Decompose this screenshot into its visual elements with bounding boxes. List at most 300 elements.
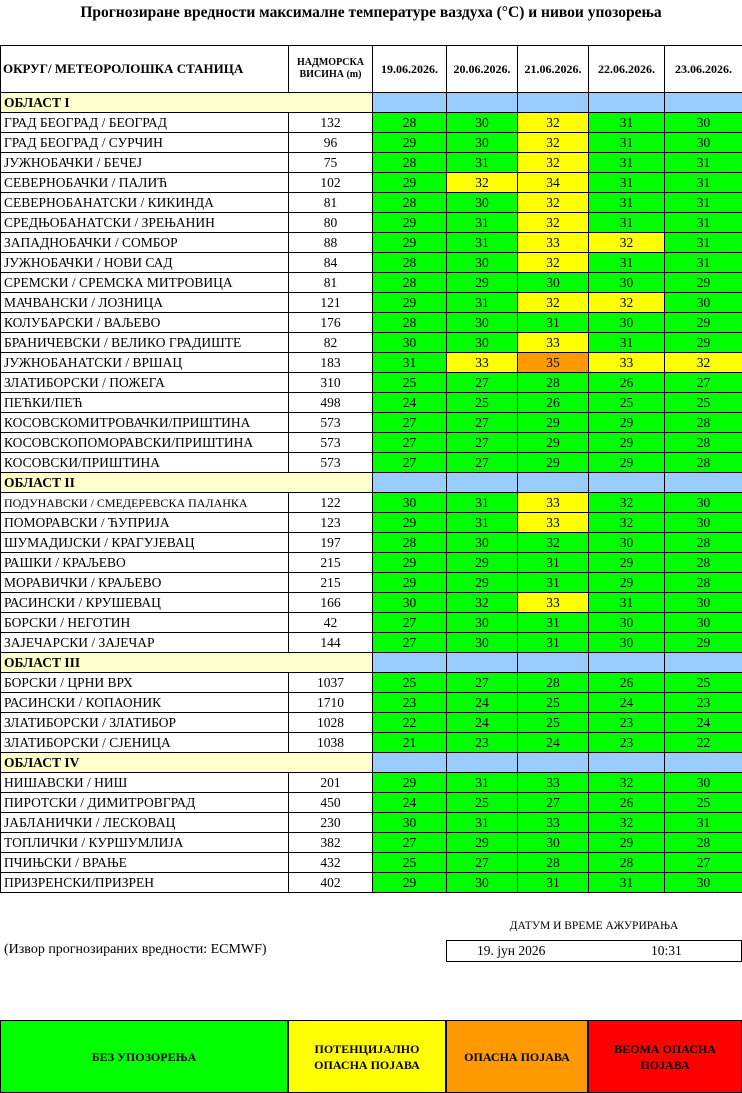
- temperature-cell: 35: [518, 353, 589, 373]
- station-name: ШУМАДИЈСКИ / КРАГУЈЕВАЦ: [1, 533, 289, 553]
- temperature-cell: 24: [589, 693, 665, 713]
- temperature-cell: 28: [518, 673, 589, 693]
- temperature-cell: 25: [447, 793, 518, 813]
- temperature-cell: 31: [518, 633, 589, 653]
- temperature-cell: 31: [518, 553, 589, 573]
- temperature-cell: 27: [447, 433, 518, 453]
- temperature-cell: 27: [373, 413, 447, 433]
- station-name: ЗЛАТИБОРСКИ / ПОЖЕГА: [1, 373, 289, 393]
- temperature-cell: 31: [589, 593, 665, 613]
- station-name: БОРСКИ / ЦРНИ ВРХ: [1, 673, 289, 693]
- temperature-cell: 27: [373, 453, 447, 473]
- temperature-cell: 28: [665, 413, 742, 433]
- region-row: [1, 473, 742, 493]
- station-name: РАСИНСКИ / КРУШЕВАЦ: [1, 593, 289, 613]
- table-row: [1, 593, 742, 613]
- table-row: [1, 373, 742, 393]
- station-altitude: 122: [289, 493, 373, 513]
- station-name: КОЛУБАРСКИ / ВАЉЕВО: [1, 313, 289, 333]
- station-name: ПРИЗРЕНСКИ/ПРИЗРЕН: [1, 873, 289, 893]
- table-row: [1, 573, 742, 593]
- temperature-cell: 30: [447, 533, 518, 553]
- temperature-cell: 32: [447, 593, 518, 613]
- station-altitude: 215: [289, 573, 373, 593]
- temperature-cell: 31: [373, 353, 447, 373]
- table-row: [1, 533, 742, 553]
- temperature-cell: 31: [447, 513, 518, 533]
- temperature-cell: 27: [665, 373, 742, 393]
- temperature-cell: 30: [589, 313, 665, 333]
- temperature-cell: 33: [447, 353, 518, 373]
- temperature-cell: 30: [447, 253, 518, 273]
- table-row: [1, 553, 742, 573]
- station-name: ЈАБЛАНИЧКИ / ЛЕСКОВАЦ: [1, 813, 289, 833]
- table-row: [1, 813, 742, 833]
- temperature-cell: 25: [373, 853, 447, 873]
- temperature-cell: 30: [665, 293, 742, 313]
- station-altitude: 81: [289, 273, 373, 293]
- temperature-cell: 32: [518, 113, 589, 133]
- temperature-cell: 33: [518, 493, 589, 513]
- station-name: ПОМОРАВСКИ / ЋУПРИЈА: [1, 513, 289, 533]
- region-spacer-cell: [373, 93, 447, 113]
- station-altitude: 382: [289, 833, 373, 853]
- temperature-cell: 30: [589, 273, 665, 293]
- temperature-cell: 24: [373, 393, 447, 413]
- station-name: РАШКИ / КРАЉЕВО: [1, 553, 289, 573]
- temperature-cell: 23: [447, 733, 518, 753]
- temperature-cell: 30: [373, 493, 447, 513]
- temperature-cell: 31: [447, 813, 518, 833]
- temperature-cell: 29: [589, 453, 665, 473]
- temperature-cell: 32: [518, 213, 589, 233]
- temperature-cell: 30: [665, 773, 742, 793]
- station-name: ЗАЈЕЧАРСКИ / ЗАЈЕЧАР: [1, 633, 289, 653]
- temperature-cell: 29: [518, 453, 589, 473]
- table-row: [1, 213, 742, 233]
- temperature-cell: 30: [665, 493, 742, 513]
- station-altitude: 1710: [289, 693, 373, 713]
- temperature-cell: 28: [665, 453, 742, 473]
- station-altitude: 573: [289, 433, 373, 453]
- station-name: СРЕМСКИ / СРЕМСКА МИТРОВИЦА: [1, 273, 289, 293]
- temperature-cell: 30: [447, 313, 518, 333]
- region-row: [1, 653, 742, 673]
- station-name: РАСИНСКИ / КОПАОНИК: [1, 693, 289, 713]
- region-name: ОБЛАСТ I: [1, 93, 373, 113]
- region-spacer-cell: [373, 653, 447, 673]
- region-spacer-cell: [589, 653, 665, 673]
- station-altitude: 88: [289, 233, 373, 253]
- temperature-cell: 30: [518, 273, 589, 293]
- temperature-cell: 29: [589, 413, 665, 433]
- region-spacer-cell: [589, 93, 665, 113]
- station-altitude: 450: [289, 793, 373, 813]
- temperature-cell: 29: [373, 173, 447, 193]
- temperature-cell: 34: [518, 173, 589, 193]
- table-row: [1, 853, 742, 873]
- temperature-cell: 33: [589, 353, 665, 373]
- legend-dangerous: ОПАСНА ПОЈАВА: [446, 1020, 588, 1093]
- temperature-cell: 31: [447, 493, 518, 513]
- station-name: МОРАВИЧКИ / КРАЉЕВО: [1, 573, 289, 593]
- update-box: [446, 940, 742, 962]
- region-spacer-cell: [518, 473, 589, 493]
- temperature-cell: 29: [373, 213, 447, 233]
- temperature-cell: 25: [518, 713, 589, 733]
- warning-legend: [0, 1020, 742, 1093]
- temperature-cell: 22: [665, 733, 742, 753]
- station-name: ЈУЖНОБАЧКИ / НОВИ САД: [1, 253, 289, 273]
- station-name: БОРСКИ / НЕГОТИН: [1, 613, 289, 633]
- temperature-cell: 28: [373, 313, 447, 333]
- date-column-header: 21.06.2026.: [518, 46, 589, 93]
- station-altitude: 183: [289, 353, 373, 373]
- station-name: ЗАПАДНОБАЧКИ / СОМБОР: [1, 233, 289, 253]
- table-row: [1, 253, 742, 273]
- temperature-cell: 31: [589, 253, 665, 273]
- temperature-cell: 30: [665, 113, 742, 133]
- temperature-cell: 32: [665, 353, 742, 373]
- temperature-cell: 22: [373, 713, 447, 733]
- temperature-cell: 26: [518, 393, 589, 413]
- table-row: [1, 313, 742, 333]
- temperature-cell: 32: [518, 533, 589, 553]
- temperature-cell: 29: [373, 573, 447, 593]
- temperature-cell: 30: [665, 873, 742, 893]
- temperature-cell: 28: [665, 553, 742, 573]
- station-name: ГРАД БЕОГРАД / БЕОГРАД: [1, 113, 289, 133]
- station-altitude: 84: [289, 253, 373, 273]
- temperature-cell: 29: [589, 433, 665, 453]
- temperature-cell: 31: [589, 113, 665, 133]
- temperature-cell: 23: [373, 693, 447, 713]
- temperature-cell: 30: [665, 133, 742, 153]
- station-altitude: 144: [289, 633, 373, 653]
- table-row: [1, 193, 742, 213]
- temperature-cell: 27: [665, 853, 742, 873]
- temperature-cell: 25: [665, 393, 742, 413]
- table-row: [1, 773, 742, 793]
- temperature-cell: 24: [665, 713, 742, 733]
- temperature-cell: 31: [518, 613, 589, 633]
- update-date: 19. јун 2026: [477, 943, 546, 958]
- table-row: [1, 153, 742, 173]
- station-name: ПЧИЊСКИ / ВРАЊЕ: [1, 853, 289, 873]
- temperature-cell: 30: [447, 193, 518, 213]
- temperature-cell: 31: [447, 233, 518, 253]
- temperature-cell: 29: [373, 553, 447, 573]
- region-row: [1, 93, 742, 113]
- temperature-cell: 30: [447, 613, 518, 633]
- table-row: [1, 173, 742, 193]
- temperature-cell: 31: [665, 813, 742, 833]
- temperature-cell: 24: [447, 693, 518, 713]
- temperature-cell: 32: [589, 773, 665, 793]
- temperature-cell: 31: [665, 153, 742, 173]
- temperature-cell: 27: [373, 833, 447, 853]
- temperature-cell: 25: [373, 673, 447, 693]
- temperature-cell: 29: [665, 333, 742, 353]
- temperature-cell: 33: [518, 593, 589, 613]
- table-row: [1, 633, 742, 653]
- temperature-cell: 32: [518, 153, 589, 173]
- temperature-cell: 26: [589, 793, 665, 813]
- station-altitude: 215: [289, 553, 373, 573]
- table-header-row: [1, 46, 742, 93]
- temperature-cell: 31: [589, 133, 665, 153]
- temperature-cell: 33: [518, 513, 589, 533]
- temperature-cell: 33: [518, 773, 589, 793]
- table-row: [1, 793, 742, 813]
- temperature-cell: 29: [447, 553, 518, 573]
- region-spacer-cell: [665, 473, 742, 493]
- region-spacer-cell: [447, 93, 518, 113]
- temperature-cell: 32: [518, 293, 589, 313]
- temperature-cell: 25: [589, 393, 665, 413]
- station-altitude: 121: [289, 293, 373, 313]
- temperature-cell: 30: [447, 133, 518, 153]
- temperature-cell: 23: [589, 733, 665, 753]
- temperature-cell: 30: [589, 613, 665, 633]
- temperature-cell: 31: [518, 573, 589, 593]
- table-row: [1, 673, 742, 693]
- region-spacer-cell: [518, 753, 589, 773]
- station-altitude: 166: [289, 593, 373, 613]
- temperature-cell: 28: [665, 573, 742, 593]
- station-altitude: 42: [289, 613, 373, 633]
- station-name: КОСОВСКОПОМОРАВСКИ/ПРИШТИНА: [1, 433, 289, 453]
- region-name: ОБЛАСТ II: [1, 473, 373, 493]
- temperature-cell: 30: [665, 513, 742, 533]
- region-spacer-cell: [518, 653, 589, 673]
- temperature-cell: 30: [665, 613, 742, 633]
- temperature-cell: 31: [589, 173, 665, 193]
- station-altitude: 1028: [289, 713, 373, 733]
- station-altitude: 310: [289, 373, 373, 393]
- station-name: ЈУЖНОБАНАТСКИ / ВРШАЦ: [1, 353, 289, 373]
- temperature-cell: 27: [447, 453, 518, 473]
- temperature-cell: 32: [589, 233, 665, 253]
- temperature-cell: 28: [373, 533, 447, 553]
- table-row: [1, 873, 742, 893]
- temperature-cell: 27: [447, 413, 518, 433]
- temperature-cell: 29: [373, 233, 447, 253]
- update-time: 10:31: [651, 943, 682, 958]
- region-spacer-cell: [447, 753, 518, 773]
- table-row: [1, 133, 742, 153]
- region-spacer-cell: [447, 473, 518, 493]
- temperature-cell: 30: [447, 113, 518, 133]
- temperature-cell: 32: [589, 813, 665, 833]
- temperature-cell: 29: [373, 293, 447, 313]
- temperature-cell: 31: [665, 193, 742, 213]
- table-row: [1, 433, 742, 453]
- table-row: [1, 293, 742, 313]
- temperature-cell: 30: [373, 593, 447, 613]
- station-name: БРАНИЧЕВСКИ / ВЕЛИКО ГРАДИШТЕ: [1, 333, 289, 353]
- temperature-cell: 30: [518, 833, 589, 853]
- station-name: ЗЛАТИБОРСКИ / СЈЕНИЦА: [1, 733, 289, 753]
- temperature-cell: 28: [373, 193, 447, 213]
- station-name: СРЕДЊОБАНАТСКИ / ЗРЕЊАНИН: [1, 213, 289, 233]
- station-altitude: 402: [289, 873, 373, 893]
- temperature-cell: 30: [373, 813, 447, 833]
- temperature-cell: 28: [373, 153, 447, 173]
- table-row: [1, 393, 742, 413]
- temperature-cell: 32: [518, 193, 589, 213]
- temperature-cell: 27: [447, 373, 518, 393]
- temperature-cell: 31: [447, 773, 518, 793]
- temperature-cell: 26: [589, 673, 665, 693]
- temperature-cell: 32: [518, 253, 589, 273]
- table-row: [1, 113, 742, 133]
- temperature-cell: 33: [518, 813, 589, 833]
- temperature-cell: 29: [589, 553, 665, 573]
- temperature-cell: 28: [373, 253, 447, 273]
- temperature-cell: 30: [447, 873, 518, 893]
- temperature-cell: 24: [518, 733, 589, 753]
- temperature-cell: 30: [447, 633, 518, 653]
- temperature-cell: 32: [518, 133, 589, 153]
- temperature-cell: 26: [589, 373, 665, 393]
- temperature-cell: 25: [518, 693, 589, 713]
- temperature-cell: 31: [447, 293, 518, 313]
- altitude-column-header: НАДМОРСКА ВИСИНА (m): [289, 46, 373, 93]
- temperature-cell: 30: [589, 533, 665, 553]
- temperature-cell: 25: [665, 793, 742, 813]
- temperature-cell: 29: [447, 573, 518, 593]
- table-row: [1, 233, 742, 253]
- temperature-cell: 30: [373, 333, 447, 353]
- temperature-cell: 28: [518, 373, 589, 393]
- temperature-cell: 33: [518, 233, 589, 253]
- temperature-cell: 27: [373, 633, 447, 653]
- temperature-cell: 28: [665, 533, 742, 553]
- temperature-cell: 30: [665, 593, 742, 613]
- temperature-cell: 24: [447, 713, 518, 733]
- station-altitude: 132: [289, 113, 373, 133]
- temperature-cell: 28: [589, 853, 665, 873]
- station-altitude: 75: [289, 153, 373, 173]
- temperature-cell: 31: [518, 873, 589, 893]
- temperature-cell: 33: [518, 333, 589, 353]
- temperature-cell: 29: [518, 433, 589, 453]
- station-column-header: ОКРУГ/ МЕТЕОРОЛОШКА СТАНИЦА: [1, 46, 289, 93]
- temperature-cell: 29: [665, 273, 742, 293]
- temperature-cell: 31: [589, 193, 665, 213]
- temperature-cell: 29: [518, 413, 589, 433]
- legend-no-warning: БЕЗ УПОЗОРЕЊА: [0, 1020, 288, 1093]
- temperature-cell: 31: [665, 173, 742, 193]
- temperature-cell: 31: [447, 153, 518, 173]
- station-altitude: 498: [289, 393, 373, 413]
- region-name: ОБЛАСТ III: [1, 653, 373, 673]
- station-altitude: 82: [289, 333, 373, 353]
- station-altitude: 230: [289, 813, 373, 833]
- temperature-cell: 28: [665, 833, 742, 853]
- station-name: СЕВЕРНОБАЧКИ / ПАЛИЋ: [1, 173, 289, 193]
- temperature-cell: 31: [589, 333, 665, 353]
- legend-very-dangerous: ВЕОМА ОПАСНА ПОЈАВА: [588, 1020, 742, 1093]
- table-row: [1, 733, 742, 753]
- temperature-cell: 21: [373, 733, 447, 753]
- station-altitude: 1038: [289, 733, 373, 753]
- table-row: [1, 413, 742, 433]
- station-name: СЕВЕРНОБАНАТСКИ / КИКИНДА: [1, 193, 289, 213]
- temperature-cell: 29: [447, 273, 518, 293]
- page-title: Прогнозиране вредности максималне температуре ваздуха (°C) и нивои упозорења: [80, 4, 662, 21]
- station-altitude: 80: [289, 213, 373, 233]
- table-row: [1, 613, 742, 633]
- region-spacer-cell: [518, 93, 589, 113]
- temperature-cell: 25: [447, 393, 518, 413]
- temperature-cell: 29: [589, 833, 665, 853]
- temperature-cell: 31: [447, 213, 518, 233]
- temperature-cell: 29: [665, 313, 742, 333]
- station-altitude: 197: [289, 533, 373, 553]
- temperature-cell: 28: [518, 853, 589, 873]
- region-spacer-cell: [589, 473, 665, 493]
- temperature-cell: 32: [447, 173, 518, 193]
- station-name: ГРАД БЕОГРАД / СУРЧИН: [1, 133, 289, 153]
- table-row: [1, 693, 742, 713]
- station-altitude: 81: [289, 193, 373, 213]
- station-name: КОСОВСКОМИТРОВАЧКИ/ПРИШТИНА: [1, 413, 289, 433]
- temperature-cell: 29: [665, 633, 742, 653]
- region-spacer-cell: [665, 653, 742, 673]
- region-spacer-cell: [373, 473, 447, 493]
- temperature-cell: 29: [373, 873, 447, 893]
- station-altitude: 201: [289, 773, 373, 793]
- temperature-cell: 31: [589, 153, 665, 173]
- temperature-cell: 32: [589, 513, 665, 533]
- temperature-cell: 31: [665, 233, 742, 253]
- region-spacer-cell: [665, 93, 742, 113]
- temperature-cell: 27: [373, 433, 447, 453]
- station-name: ЈУЖНОБАЧКИ / БЕЧЕЈ: [1, 153, 289, 173]
- station-name: НИШАВСКИ / НИШ: [1, 773, 289, 793]
- station-altitude: 573: [289, 413, 373, 433]
- temperature-cell: 32: [589, 493, 665, 513]
- region-name: ОБЛАСТ IV: [1, 753, 373, 773]
- region-spacer-cell: [373, 753, 447, 773]
- temperature-cell: 27: [447, 673, 518, 693]
- station-altitude: 102: [289, 173, 373, 193]
- station-altitude: 573: [289, 453, 373, 473]
- source-note: (Извор прогнозираних вредности: ECMWF): [4, 942, 267, 957]
- temperature-cell: 31: [665, 213, 742, 233]
- table-row: [1, 453, 742, 473]
- region-spacer-cell: [447, 653, 518, 673]
- table-row: [1, 713, 742, 733]
- date-column-header: 19.06.2026.: [373, 46, 447, 93]
- legend-potentially-dangerous: ПОТЕНЦИЈАЛНО ОПАСНА ПОЈАВА: [288, 1020, 446, 1093]
- temperature-cell: 30: [447, 333, 518, 353]
- temperature-cell: 31: [589, 873, 665, 893]
- station-altitude: 123: [289, 513, 373, 533]
- station-name: ТОПЛИЧКИ / КУРШУМЛИЈА: [1, 833, 289, 853]
- temperature-cell: 27: [447, 853, 518, 873]
- temperature-cell: 28: [665, 433, 742, 453]
- temperature-cell: 30: [589, 633, 665, 653]
- temperature-cell: 25: [665, 673, 742, 693]
- temperature-cell: 29: [373, 513, 447, 533]
- temperature-cell: 31: [665, 253, 742, 273]
- temperature-cell: 29: [373, 133, 447, 153]
- temperature-cell: 27: [518, 793, 589, 813]
- date-column-header: 20.06.2026.: [447, 46, 518, 93]
